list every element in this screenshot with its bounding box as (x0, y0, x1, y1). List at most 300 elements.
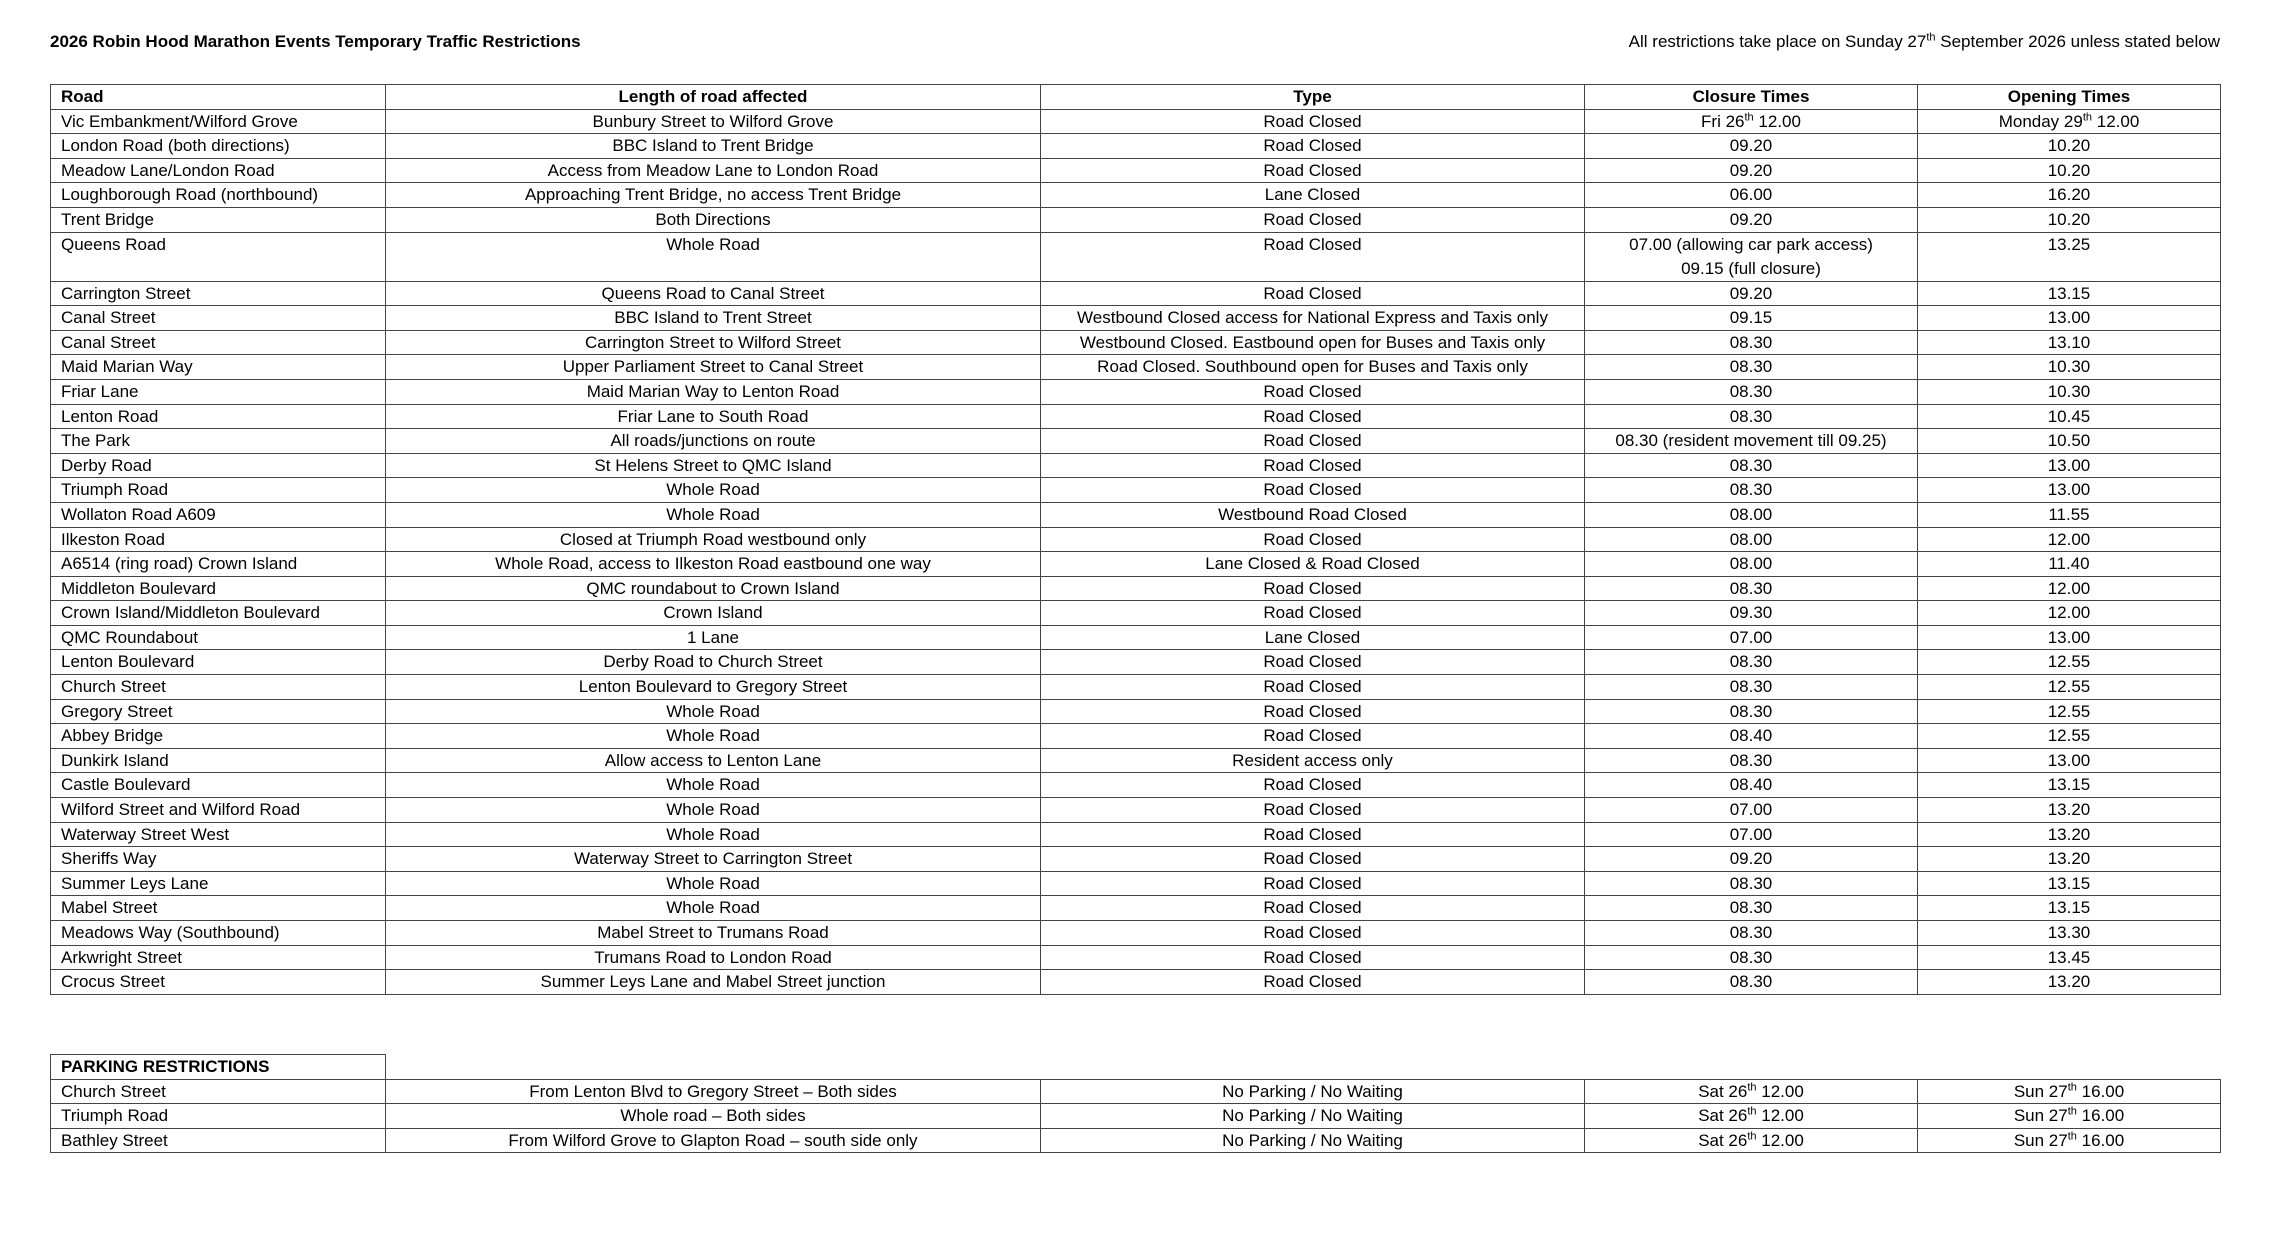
opening-cell (1918, 552, 2221, 577)
type-cell: Road Closed (1041, 379, 1585, 404)
type-cell: Resident access only (1041, 748, 1585, 773)
length-cell: Whole Road, access to Ilkeston Road eastbound one way (386, 552, 1041, 577)
time-text: 08.30 (1729, 677, 1773, 697)
road-cell: Triumph Road (51, 1104, 386, 1129)
opening-cell (1918, 1128, 2221, 1153)
closure-cell (1585, 207, 1918, 232)
type-cell: Westbound Road Closed (1041, 502, 1585, 527)
table-row (51, 699, 2221, 724)
time-text: 08.30 (1729, 480, 1773, 500)
time-text: 13.30 (2047, 923, 2091, 942)
time-text: 10.30 (2047, 381, 2091, 401)
time-text: 08.30 (1729, 750, 1773, 770)
closure-cell (1585, 355, 1918, 380)
table-row (51, 355, 2221, 380)
opening-cell (1918, 699, 2221, 724)
time-text: 13.20 (2047, 849, 2091, 869)
time-text: 08.30 (1729, 455, 1773, 475)
type-cell: Road Closed (1041, 921, 1585, 946)
length-cell: Whole Road (386, 724, 1041, 749)
opening-cell (1918, 478, 2221, 503)
road-cell: Ilkeston Road (51, 527, 386, 552)
road-cell: Summer Leys Lane (51, 871, 386, 896)
ordinal-suffix: th (2067, 1130, 2077, 1143)
road-cell: Maid Marian Way (51, 355, 386, 380)
time-text: 13.15 (2047, 898, 2091, 918)
opening-cell (1918, 232, 2221, 281)
road-cell: Crocus Street (51, 970, 386, 995)
opening-cell (1918, 921, 2221, 946)
ordinal-suffix: th (1747, 1130, 1757, 1143)
road-cell: Dunkirk Island (51, 748, 386, 773)
table-row (51, 1079, 2221, 1104)
time-text: 09.20 (1729, 283, 1773, 303)
length-cell: Crown Island (386, 601, 1041, 626)
time-text: 11.40 (2048, 554, 2090, 574)
time-text: 09.15 (1729, 308, 1773, 328)
closure-cell (1585, 232, 1918, 281)
table-row (51, 822, 2221, 847)
type-cell: Road Closed (1041, 970, 1585, 995)
time-text: 09.30 (1729, 603, 1773, 623)
opening-cell (1918, 527, 2221, 552)
road-cell: Gregory Street (51, 699, 386, 724)
closure-cell (1585, 945, 1918, 970)
table-row (51, 453, 2221, 478)
closure-cell (1585, 379, 1918, 404)
table-row (51, 134, 2221, 159)
length-cell: Approaching Trent Bridge, no access Trent Bridge (386, 183, 1041, 208)
parking-heading: PARKING RESTRICTIONS (51, 1055, 386, 1080)
road-cell: Wilford Street and Wilford Road (51, 798, 386, 823)
closure-cell (1585, 453, 1918, 478)
type-cell: Road Closed (1041, 601, 1585, 626)
time-text: 12.00 (1753, 111, 1801, 131)
closure-cell (1585, 429, 1918, 454)
opening-cell (1918, 896, 2221, 921)
type-cell: Road Closed (1041, 281, 1585, 306)
ordinal-suffix: th (1747, 1080, 1757, 1093)
time-text: 12.00 (2047, 578, 2091, 598)
road-cell: Queens Road (51, 232, 386, 281)
closure-cell (1585, 822, 1918, 847)
time-text: 07.00 (1729, 824, 1773, 844)
road-cell: A6514 (ring road) Crown Island (51, 552, 386, 577)
closure-cell (1585, 330, 1918, 355)
ordinal-suffix: th (2067, 1105, 2077, 1118)
ordinal-suffix: th (1747, 1105, 1757, 1118)
length-cell: Mabel Street to Trumans Road (386, 921, 1041, 946)
type-cell: Road Closed (1041, 207, 1585, 232)
time-text: Sun 27 (2013, 1130, 2068, 1150)
road-cell: Abbey Bridge (51, 724, 386, 749)
length-cell: Whole Road (386, 871, 1041, 896)
date-note-sup: th (1926, 31, 1936, 44)
ordinal-suffix: th (1744, 110, 1754, 123)
time-text: Sun 27 (2013, 1106, 2068, 1126)
time-text: Sun 27 (2013, 1081, 2068, 1101)
closure-cell (1585, 502, 1918, 527)
road-cell: Crown Island/Middleton Boulevard (51, 601, 386, 626)
time-text: Sat 26 (1698, 1081, 1748, 1101)
opening-cell (1918, 207, 2221, 232)
closure-cell (1585, 675, 1918, 700)
time-text: 08.30 (1729, 381, 1773, 401)
time-text: 13.15 (2047, 283, 2091, 303)
table-row (51, 429, 2221, 454)
time-text: 08.30 (resident movement till 09.25) (1615, 431, 1887, 451)
table-row (51, 109, 2221, 134)
parking-table-body (51, 1055, 2221, 1153)
type-cell: No Parking / No Waiting (1041, 1128, 1585, 1153)
type-cell: Road Closed (1041, 896, 1585, 921)
length-cell: From Wilford Grove to Glapton Road – south side only (386, 1128, 1041, 1153)
table-row (51, 601, 2221, 626)
time-text: 10.20 (2047, 160, 2091, 180)
road-cell: London Road (both directions) (51, 134, 386, 159)
closure-cell (1585, 478, 1918, 503)
table-row (51, 724, 2221, 749)
table-row (51, 552, 2221, 577)
opening-cell (1918, 822, 2221, 847)
road-cell: QMC Roundabout (51, 625, 386, 650)
table-row (51, 798, 2221, 823)
road-cell: Canal Street (51, 330, 386, 355)
closure-cell (1585, 847, 1918, 872)
column-header-opening: Opening Times (1918, 85, 2221, 110)
length-cell: From Lenton Blvd to Gregory Street – Both sides (386, 1079, 1041, 1104)
opening-cell (1918, 748, 2221, 773)
closure-cell (1585, 748, 1918, 773)
time-text: 08.30 (1729, 332, 1773, 352)
opening-cell (1918, 134, 2221, 159)
restrictions-table-body (51, 109, 2221, 994)
time-text: 16.00 (2076, 1106, 2125, 1126)
table-row (51, 379, 2221, 404)
table-row (51, 1128, 2221, 1153)
type-cell: Lane Closed & Road Closed (1041, 552, 1585, 577)
closure-cell (1585, 527, 1918, 552)
type-cell: Lane Closed (1041, 625, 1585, 650)
road-cell: Trent Bridge (51, 207, 386, 232)
length-cell: Whole Road (386, 699, 1041, 724)
opening-cell (1918, 158, 2221, 183)
time-text: 08.40 (1729, 726, 1773, 746)
opening-cell (1918, 576, 2221, 601)
road-cell: Church Street (51, 675, 386, 700)
time-text: 10.20 (2047, 209, 2091, 229)
time-text: 07.00 (1729, 800, 1773, 820)
type-cell: Road Closed (1041, 109, 1585, 134)
road-cell: Wollaton Road A609 (51, 502, 386, 527)
closure-line: 09.15 (full closure) (1681, 258, 1821, 278)
type-cell: No Parking / No Waiting (1041, 1104, 1585, 1129)
opening-cell (1918, 355, 2221, 380)
table-row (51, 232, 2221, 281)
table-row (51, 945, 2221, 970)
road-cell: Triumph Road (51, 478, 386, 503)
length-cell: Friar Lane to South Road (386, 404, 1041, 429)
road-cell: Derby Road (51, 453, 386, 478)
time-text: 10.20 (2047, 136, 2091, 156)
road-cell: Waterway Street West (51, 822, 386, 847)
table-row (51, 404, 2221, 429)
table-row (51, 970, 2221, 995)
type-cell: Road Closed (1041, 822, 1585, 847)
table-row (51, 207, 2221, 232)
length-cell: All roads/junctions on route (386, 429, 1041, 454)
type-cell: Road Closed (1041, 453, 1585, 478)
opening-cell (1918, 945, 2221, 970)
closure-cell (1585, 134, 1918, 159)
time-text: 16.20 (2047, 185, 2091, 205)
length-cell: Lenton Boulevard to Gregory Street (386, 675, 1041, 700)
time-text: 08.00 (1729, 529, 1773, 549)
opening-cell (1918, 281, 2221, 306)
road-cell: Bathley Street (51, 1128, 386, 1153)
type-cell: Road Closed (1041, 527, 1585, 552)
length-cell: Closed at Triumph Road westbound only (386, 527, 1041, 552)
time-text: 07.00 (1729, 627, 1773, 647)
table-row (51, 921, 2221, 946)
opening-cell (1918, 625, 2221, 650)
table-row (51, 502, 2221, 527)
length-cell: St Helens Street to QMC Island (386, 453, 1041, 478)
time-text: 13.00 (2047, 750, 2091, 770)
time-text: 12.00 (1756, 1106, 1804, 1126)
road-cell: Meadow Lane/London Road (51, 158, 386, 183)
table-row (51, 306, 2221, 331)
time-text: 08.30 (1729, 652, 1773, 672)
type-cell: Road Closed (1041, 650, 1585, 675)
column-header-type: Type (1041, 85, 1585, 110)
time-text: 10.45 (2047, 406, 2091, 426)
length-cell: Whole Road (386, 232, 1041, 281)
type-cell: Road Closed (1041, 576, 1585, 601)
type-cell: Road Closed (1041, 798, 1585, 823)
column-header-road: Road (51, 85, 386, 110)
road-cell: Canal Street (51, 306, 386, 331)
opening-cell (1918, 429, 2221, 454)
length-cell: Whole Road (386, 896, 1041, 921)
opening-cell (1918, 183, 2221, 208)
length-cell: Whole Road (386, 798, 1041, 823)
time-text: 13.10 (2047, 332, 2091, 352)
parking-table (50, 1054, 2221, 1153)
closure-cell (1585, 552, 1918, 577)
time-text: 12.55 (2047, 726, 2091, 746)
time-text: 09.20 (1729, 136, 1773, 156)
time-text: 13.45 (2047, 947, 2091, 967)
type-cell: Road Closed (1041, 158, 1585, 183)
opening-cell (1918, 1104, 2221, 1129)
closure-cell (1585, 404, 1918, 429)
time-text: 12.00 (2092, 111, 2140, 131)
table-row (51, 158, 2221, 183)
type-cell: Road Closed (1041, 429, 1585, 454)
time-text: 09.20 (1729, 849, 1773, 869)
time-text: 08.30 (1729, 406, 1773, 426)
time-text: 16.00 (2076, 1130, 2125, 1150)
road-cell: Vic Embankment/Wilford Grove (51, 109, 386, 134)
table-row (51, 847, 2221, 872)
time-text: 08.30 (1729, 357, 1773, 377)
closure-cell (1585, 183, 1918, 208)
length-cell: Whole Road (386, 822, 1041, 847)
table-row (51, 183, 2221, 208)
type-cell: Westbound Closed. Eastbound open for Buses and Taxis only (1041, 330, 1585, 355)
length-cell: Whole Road (386, 502, 1041, 527)
length-cell: Upper Parliament Street to Canal Street (386, 355, 1041, 380)
opening-cell (1918, 601, 2221, 626)
time-text: 09.20 (1729, 209, 1773, 229)
time-text: 13.25 (2047, 234, 2091, 254)
type-cell: Lane Closed (1041, 183, 1585, 208)
opening-cell (1918, 109, 2221, 134)
date-note-suffix: September 2026 unless stated below (1935, 32, 2220, 51)
opening-cell (1918, 871, 2221, 896)
time-text: 08.30 (1729, 923, 1773, 942)
time-text: 06.00 (1729, 185, 1773, 205)
closure-cell (1585, 970, 1918, 995)
table-row (51, 527, 2221, 552)
road-cell: The Park (51, 429, 386, 454)
time-text: 08.00 (1729, 504, 1773, 524)
length-cell: Both Directions (386, 207, 1041, 232)
length-cell: Whole road – Both sides (386, 1104, 1041, 1129)
type-cell: Road Closed (1041, 699, 1585, 724)
opening-cell (1918, 798, 2221, 823)
type-cell: Road Closed (1041, 847, 1585, 872)
length-cell: BBC Island to Trent Bridge (386, 134, 1041, 159)
time-text: 08.30 (1729, 701, 1773, 721)
type-cell: No Parking / No Waiting (1041, 1079, 1585, 1104)
time-text: 12.55 (2047, 677, 2091, 697)
closure-cell (1585, 306, 1918, 331)
road-cell: Arkwright Street (51, 945, 386, 970)
column-header-length: Length of road affected (386, 85, 1041, 110)
table-row (51, 330, 2221, 355)
road-cell: Castle Boulevard (51, 773, 386, 798)
road-cell: Lenton Road (51, 404, 386, 429)
closure-cell (1585, 576, 1918, 601)
closure-cell (1585, 896, 1918, 921)
table-row (51, 896, 2221, 921)
length-cell: QMC roundabout to Crown Island (386, 576, 1041, 601)
table-row (51, 281, 2221, 306)
road-cell: Lenton Boulevard (51, 650, 386, 675)
closure-cell (1585, 871, 1918, 896)
length-cell: Access from Meadow Lane to London Road (386, 158, 1041, 183)
time-text: 10.50 (2047, 431, 2091, 451)
closure-cell (1585, 1128, 1918, 1153)
column-header-closure: Closure Times (1585, 85, 1918, 110)
time-text: 13.15 (2047, 775, 2091, 795)
closure-cell (1585, 158, 1918, 183)
time-text: 08.30 (1729, 898, 1773, 918)
time-text: Sat 26 (1698, 1106, 1748, 1126)
length-cell: Carrington Street to Wilford Street (386, 330, 1041, 355)
time-text: 13.00 (2047, 480, 2091, 500)
time-text: 16.00 (2076, 1081, 2125, 1101)
time-text: 08.30 (1729, 972, 1773, 992)
length-cell: Summer Leys Lane and Mabel Street junction (386, 970, 1041, 995)
table-row (51, 773, 2221, 798)
road-cell: Meadows Way (Southbound) (51, 921, 386, 946)
time-text: 08.30 (1729, 578, 1773, 598)
type-cell: Road Closed (1041, 945, 1585, 970)
date-note-prefix: All restrictions take place on Sunday 27 (1628, 32, 1927, 51)
time-text: 08.00 (1729, 554, 1773, 574)
length-cell: Whole Road (386, 478, 1041, 503)
length-cell: BBC Island to Trent Street (386, 306, 1041, 331)
date-note (1629, 32, 2220, 52)
road-cell: Friar Lane (51, 379, 386, 404)
type-cell: Road Closed (1041, 232, 1585, 281)
closure-cell (1585, 1104, 1918, 1129)
opening-cell (1918, 330, 2221, 355)
closure-cell (1585, 601, 1918, 626)
time-text: 12.55 (2047, 701, 2091, 721)
time-text: 12.55 (2047, 652, 2091, 672)
closure-cell (1585, 625, 1918, 650)
opening-cell (1918, 773, 2221, 798)
time-text: 13.20 (2047, 972, 2091, 992)
table-row (51, 576, 2221, 601)
type-cell: Road Closed (1041, 134, 1585, 159)
opening-cell (1918, 650, 2221, 675)
table-row (51, 675, 2221, 700)
closure-cell (1585, 109, 1918, 134)
road-cell: Loughborough Road (northbound) (51, 183, 386, 208)
parking-heading-row (51, 1055, 2221, 1080)
opening-cell (1918, 502, 2221, 527)
time-text: 13.15 (2047, 873, 2091, 893)
road-cell: Mabel Street (51, 896, 386, 921)
opening-cell (1918, 724, 2221, 749)
road-cell: Carrington Street (51, 281, 386, 306)
table-row (51, 478, 2221, 503)
opening-cell (1918, 453, 2221, 478)
table-header-row (51, 85, 2221, 110)
type-cell: Road Closed (1041, 478, 1585, 503)
length-cell: Whole Road (386, 773, 1041, 798)
length-cell: Queens Road to Canal Street (386, 281, 1041, 306)
opening-cell (1918, 675, 2221, 700)
table-row (51, 625, 2221, 650)
type-cell: Road Closed (1041, 404, 1585, 429)
type-cell: Road Closed (1041, 724, 1585, 749)
closure-cell (1585, 281, 1918, 306)
table-row (51, 1104, 2221, 1129)
road-cell: Sheriffs Way (51, 847, 386, 872)
time-text: 13.20 (2047, 800, 2091, 820)
closure-cell (1585, 798, 1918, 823)
length-cell: Trumans Road to London Road (386, 945, 1041, 970)
opening-cell (1918, 847, 2221, 872)
time-text: 11.55 (2048, 504, 2090, 524)
closure-cell (1585, 699, 1918, 724)
time-text: Sat 26 (1698, 1130, 1748, 1150)
road-cell: Church Street (51, 1079, 386, 1104)
type-cell: Road Closed (1041, 675, 1585, 700)
type-cell: Road Closed (1041, 773, 1585, 798)
closure-cell (1585, 1079, 1918, 1104)
opening-cell (1918, 379, 2221, 404)
opening-cell (1918, 1079, 2221, 1104)
time-text: Monday 29 (1998, 111, 2083, 131)
ordinal-suffix: th (2082, 110, 2093, 123)
